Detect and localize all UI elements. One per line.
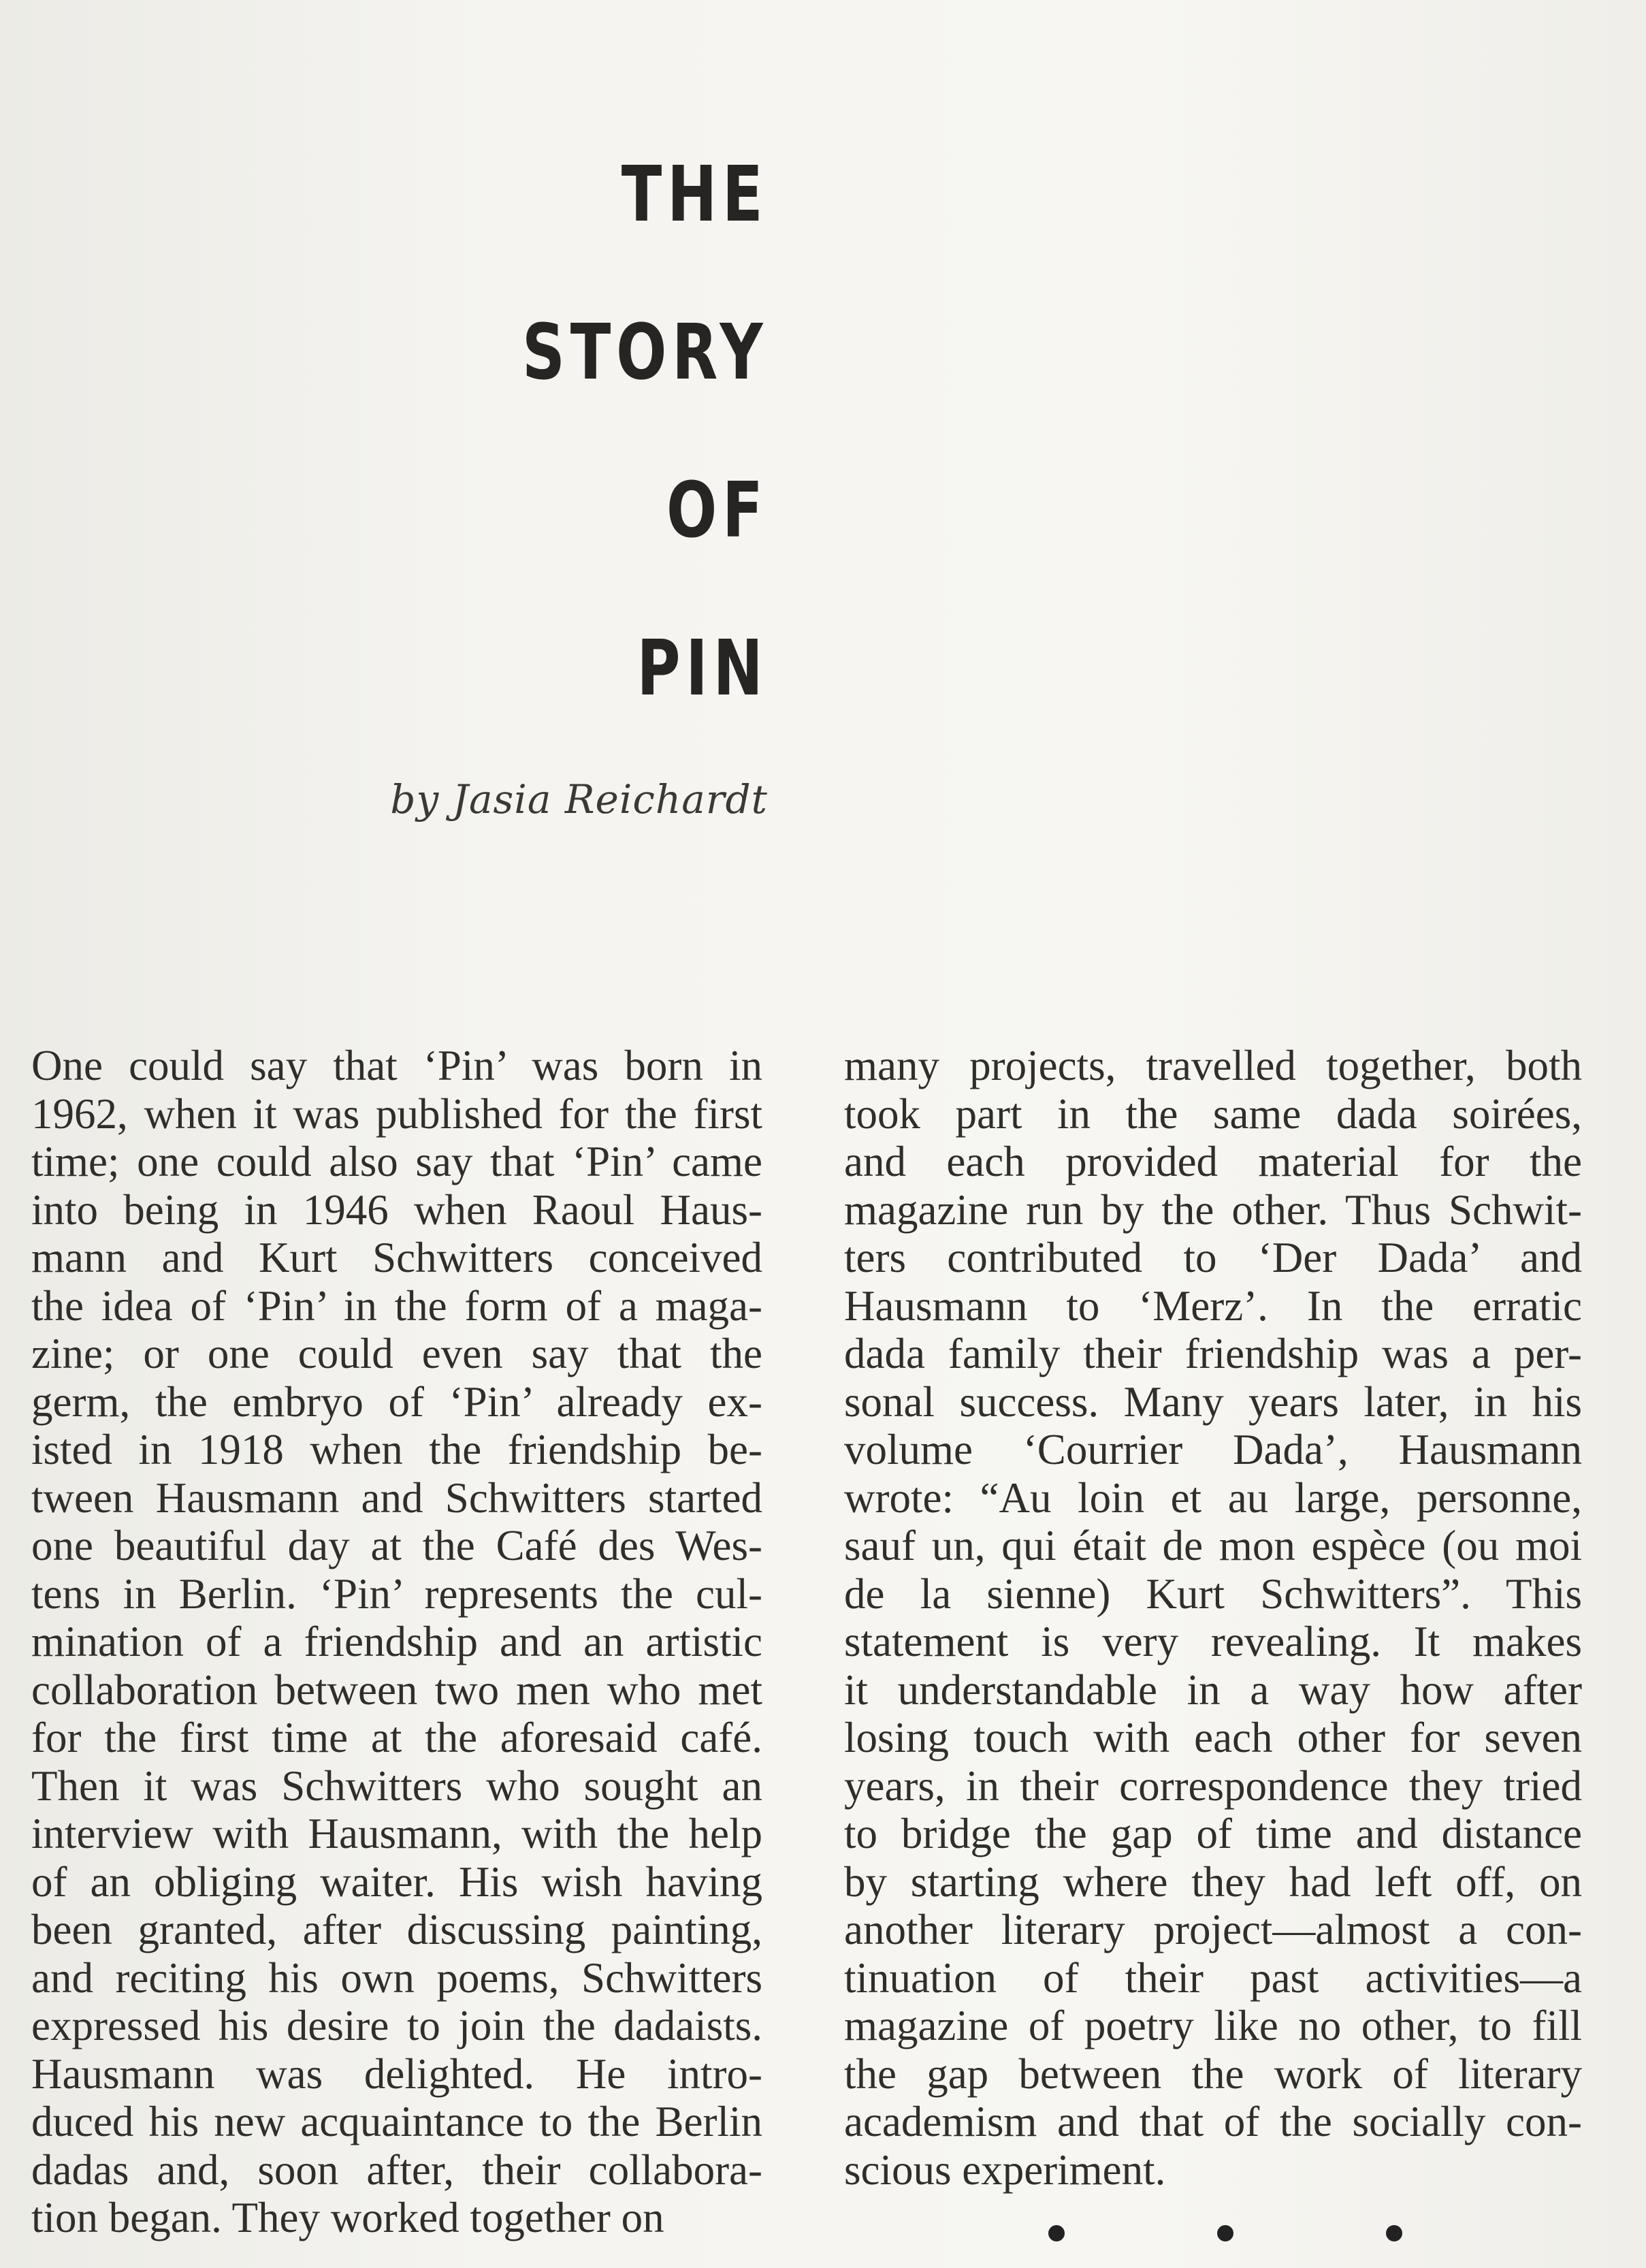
text-line: volume ‘Courrier Dada’, Hausmann [844,1426,1582,1473]
end-dot [1048,2225,1065,2241]
text-line: Then it was Schwitters who sought an [31,1761,762,1810]
title-word: PIN [636,624,768,713]
text-line: to bridge the gap of time and distance [844,1810,1582,1857]
text-line: and reciting his own poems, Schwitters [31,1953,762,2002]
text-line: statement is very revealing. It makes [844,1618,1582,1665]
text-line: zine; or one could even say that the [31,1330,762,1377]
text-line: into being in 1946 when Raoul Haus- [31,1185,762,1234]
text-line: Hausmann to ‘Merz’. In the erratic [844,1281,1582,1330]
text-line: tion began. They worked together on [31,2194,664,2241]
end-mark [1048,2225,1416,2246]
text-line: the idea of ‘Pin’ in the form of a maga- [31,1281,762,1330]
text-line: losing touch with each other for seven [844,1714,1582,1761]
text-line: duced his new acquaintance to the Berlin [31,2098,762,2145]
text-line: tens in Berlin. ‘Pin’ represents the cul- [31,1569,762,1618]
text-line: tinuation of their past activities—a [844,1953,1582,2002]
text-line: interview with Hausmann, with the help [31,1810,762,1857]
text-line: Hausmann was delighted. He intro- [31,2049,762,2098]
text-line: sauf un, qui était de mon espèce (ou moi [844,1522,1582,1569]
text-line: tween Hausmann and Schwitters started [31,1473,762,1522]
title-word: OF [666,466,768,555]
text-line: sonal success. Many years later, in his [844,1377,1582,1426]
text-line: dadas and, soon after, their collabora- [31,2145,762,2194]
text-line: one beautiful day at the Café des Wes- [31,1522,762,1569]
title-word: STORY [521,308,768,397]
text-line: magazine of poetry like no other, to fill [844,2002,1582,2049]
text-line: took part in the same dada soirées, [844,1089,1582,1138]
text-line: for the first time at the aforesaid café. [31,1714,762,1761]
author-byline: by Jasia Reichardt [390,776,768,822]
text-line: isted in 1918 when the friendship be- [31,1426,762,1473]
text-line: by starting where they had left off, on [844,1857,1582,1906]
text-line: mination of a friendship and an artistic [31,1618,762,1665]
text-line: academism and that of the socially con- [844,2098,1582,2145]
text-line: another literary project—almost a con- [844,1906,1582,1953]
text-line: expressed his desire to join the dadaists. [31,2002,762,2049]
text-line: wrote: “Au loin et au large, personne, [844,1473,1582,1522]
text-line: years, in their correspondence they tried [844,1761,1582,1810]
text-line: of an obliging waiter. His wish having [31,1857,762,1906]
article-title [453,116,769,748]
text-line: de la sienne) Kurt Schwitters”. This [844,1569,1582,1618]
text-line: many projects, travelled together, both [844,1042,1582,1089]
text-line: ters contributed to ‘Der Dada’ and [844,1234,1582,1281]
end-dot [1217,2225,1233,2241]
text-line: magazine run by the other. Thus Schwit- [844,1185,1582,1234]
text-line: One could say that ‘Pin’ was born in [31,1042,762,1089]
text-line: been granted, after discussing painting, [31,1906,762,1953]
text-line: time; one could also say that ‘Pin’ came [31,1138,762,1185]
text-line: collaboration between two men who met [31,1665,762,1714]
article-column-left [31,1042,762,2242]
text-line: scious experiment. [844,2145,1166,2194]
text-line: germ, the embryo of ‘Pin’ already ex- [31,1377,762,1426]
end-dot [1386,2225,1402,2241]
title-word: THE [621,150,768,239]
text-line: the gap between the work of literary [844,2049,1582,2098]
text-line: it understandable in a way how after [844,1665,1582,1714]
text-line: dada family their friendship was a per- [844,1330,1582,1377]
text-line: mann and Kurt Schwitters conceived [31,1234,762,1281]
text-line: and each provided material for the [844,1138,1582,1185]
article-column-right [844,1042,1582,2194]
text-line: 1962, when it was published for the first [31,1089,762,1138]
